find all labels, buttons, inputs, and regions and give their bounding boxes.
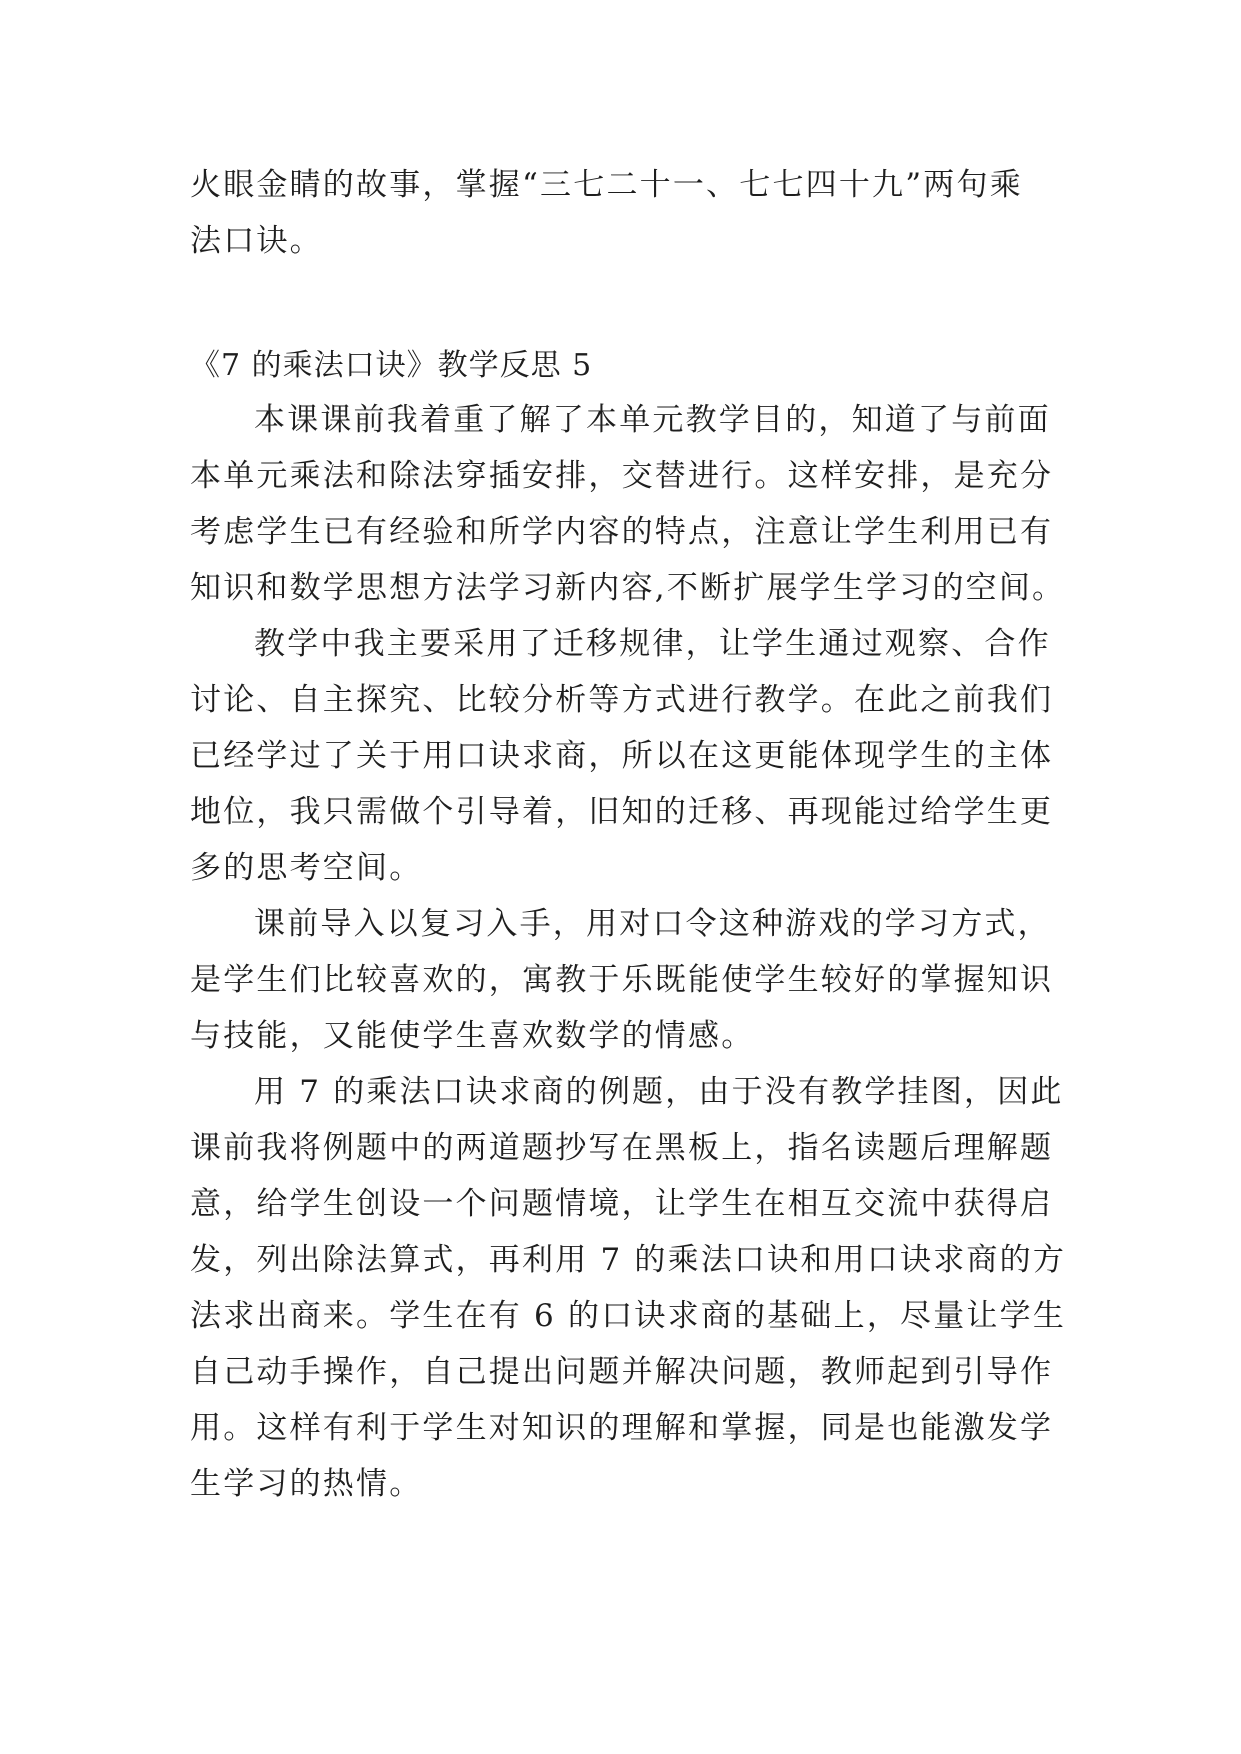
text-line: 生学习的热情。 (190, 1466, 423, 1502)
text-line: 考虑学生已有经验和所学内容的特点，注意让学生利用已有 (190, 514, 1054, 550)
body-text (190, 392, 1067, 1512)
text-line: 教学中我主要采用了迁移规律，让学生通过观察、合作 (254, 626, 1051, 662)
text-line: 课前导入以复习入手，用对口令这种游戏的学习方式， (254, 906, 1051, 942)
intro-paragraph (190, 157, 1050, 269)
text-line: 与技能，又能使学生喜欢数学的情感。 (190, 1018, 755, 1054)
paragraph (190, 896, 1054, 1064)
text-line: 课前我将例题中的两道题抄写在黑板上，指名读题后理解题 (190, 1130, 1054, 1166)
text-line: 用 7 的乘法口诀求商的例题，由于没有教学挂图，因此 (254, 1074, 1064, 1110)
text-line: 意，给学生创设一个问题情境，让学生在相互交流中获得启 (190, 1186, 1054, 1222)
section-heading-container (190, 338, 1050, 394)
paragraph (190, 392, 1066, 616)
section-heading: 《7 的乘法口诀》教学反思 5 (190, 348, 593, 383)
text-line: 知识和数学思想方法学习新内容,不断扩展学生学习的空间。 (190, 570, 1066, 606)
paragraph (190, 1064, 1067, 1512)
text-line: 发，列出除法算式，再利用 7 的乘法口诀和用口诀求商的方 (190, 1242, 1067, 1278)
text-line: 火眼金睛的故事，掌握“三七二十一、七七四十九”两句乘 (190, 167, 1023, 203)
text-line: 讨论、自主探究、比较分析等方式进行教学。在此之前我们 (190, 682, 1054, 718)
text-line: 已经学过了关于用口诀求商，所以在这更能体现学生的主体 (190, 738, 1054, 774)
text-line: 本课课前我着重了解了本单元教学目的，知道了与前面 (254, 402, 1051, 438)
text-line: 多的思考空间。 (190, 850, 423, 886)
text-line: 自己动手操作，自己提出问题并解决问题，教师起到引导作 (190, 1354, 1054, 1390)
text-line: 地位，我只需做个引导着，旧知的迁移、再现能过给学生更 (190, 794, 1054, 830)
paragraph (190, 616, 1054, 896)
text-line: 是学生们比较喜欢的，寓教于乐既能使学生较好的掌握知识 (190, 962, 1054, 998)
text-line: 法口诀。 (190, 223, 323, 259)
text-line: 本单元乘法和除法穿插安排，交替进行。这样安排，是充分 (190, 458, 1054, 494)
text-line: 法求出商来。学生在有 6 的口诀求商的基础上，尽量让学生 (190, 1298, 1067, 1334)
text-line: 用。这样有利于学生对知识的理解和掌握，同是也能激发学 (190, 1410, 1054, 1446)
